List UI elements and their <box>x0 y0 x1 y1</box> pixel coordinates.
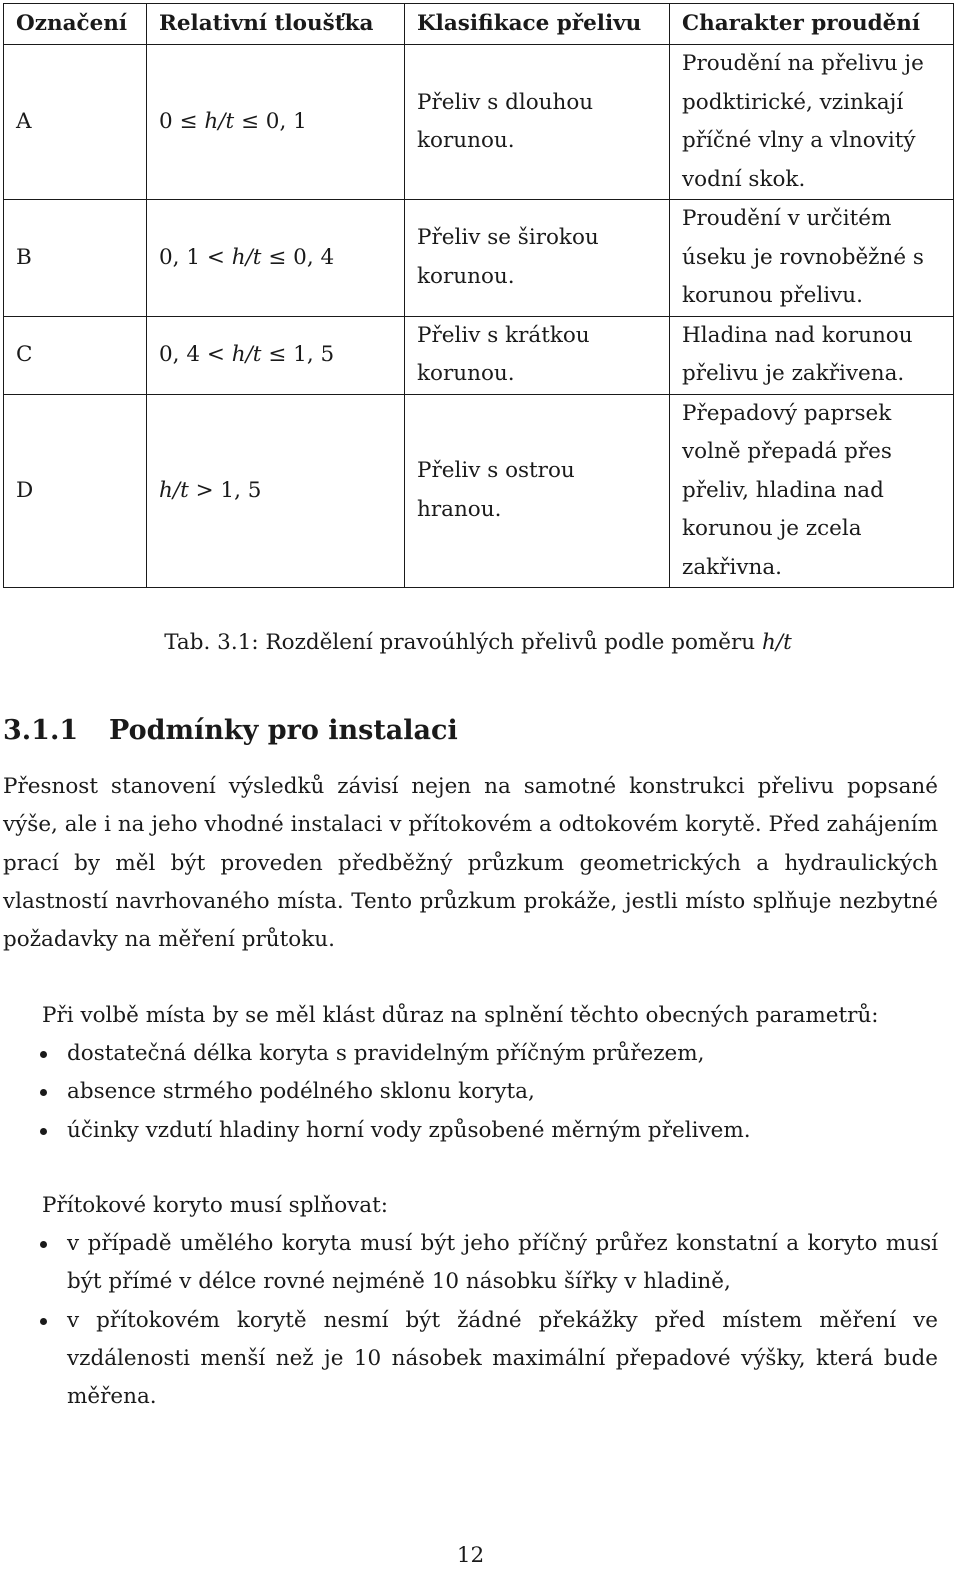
row-flow <box>670 394 954 588</box>
list-lead-paragraph: Při volbě místa by se měl klást důraz na splnění těchto obecných parametrů: <box>42 1003 879 1028</box>
caption-text: Tab. 3.1: Rozdělení pravoúhlých přelivů podle poměru <box>164 630 762 655</box>
header-flow-character: Charakter proudění <box>670 4 954 45</box>
table-row <box>4 200 954 317</box>
row-classification <box>405 200 670 317</box>
list-item: účinky vzdutí hladiny horní vody způsobené měrným přelivem. <box>3 1112 938 1150</box>
row-code: B <box>4 200 147 317</box>
header-relative-thickness: Relativní tloušťka <box>147 4 405 45</box>
row-ratio <box>147 200 405 317</box>
ratio-left: 0 ≤ <box>159 108 205 134</box>
row-ratio <box>147 45 405 200</box>
header-classification: Klasifikace přelivu <box>405 4 670 45</box>
table-header-row <box>4 4 954 45</box>
classification-text: Přeliv s dlouhou korunou. <box>417 89 594 153</box>
row-flow <box>670 45 954 200</box>
section-number: 3.1.1 <box>3 715 79 746</box>
classification-text: Přeliv s krátkou korunou. <box>417 322 590 386</box>
ratio-right: ≤ 1, 5 <box>261 341 335 367</box>
row-code: C <box>4 316 147 394</box>
inflow-channel-requirements-list <box>3 1225 938 1416</box>
ratio-right: ≤ 0, 4 <box>261 244 335 270</box>
section-heading <box>3 710 458 752</box>
ratio-variable: h/t <box>159 477 189 503</box>
table-row <box>4 45 954 200</box>
list-lead-paragraph: Přítokové koryto musí splňovat: <box>42 1193 388 1218</box>
ratio-variable: h/t <box>231 341 262 367</box>
flow-text: Hladina nad korunou přelivu je zakřivena. <box>682 322 913 386</box>
classification-text: Přeliv s ostrou hranou. <box>417 458 575 522</box>
list-item: v případě umělého koryta musí být jeho příčný průřez konstatní a koryto musí být přímé v délce rovné nejméně 10 násobku šířky v hladině, <box>3 1225 938 1302</box>
row-ratio <box>147 316 405 394</box>
header-designation: Označení <box>4 4 147 45</box>
list-item: dostatečná délka koryta s pravidelným příčným průřezem, <box>3 1035 938 1073</box>
flow-text: Proudění na přelivu je podktirické, vzinkají příčné vlny a vlnovitý vodní skok. <box>682 51 924 192</box>
caption-variable: h/t <box>761 630 792 655</box>
row-classification <box>405 394 670 588</box>
flow-text: Přepadový paprsek volně přepadá přes přeliv, hladina nad korunou je zcela zakřivna. <box>682 400 892 580</box>
ratio-left: 0, 4 < <box>159 341 232 367</box>
row-code: A <box>4 45 147 200</box>
ratio-left: 0, 1 < <box>159 244 232 270</box>
ratio-right: > 1, 5 <box>188 477 262 503</box>
document-page <box>3 0 953 1584</box>
row-ratio <box>147 394 405 588</box>
page-number: 12 <box>456 1543 485 1568</box>
row-classification <box>405 316 670 394</box>
weir-classification-table <box>3 3 954 588</box>
row-flow <box>670 316 954 394</box>
section-title: Podmínky pro instalaci <box>109 715 458 746</box>
list-item: v přítokovém korytě nesmí být žádné překážky před místem měření ve vzdálenosti menší než je 10 násobek maximální přepadové výšky, která bude měřena. <box>3 1302 938 1417</box>
ratio-right: ≤ 0, 1 <box>234 108 307 134</box>
flow-text: Proudění v určitém úseku je rovnoběžné s korunou přelivu. <box>682 206 924 308</box>
row-code: D <box>4 394 147 588</box>
row-flow <box>670 200 954 317</box>
table-row <box>4 394 954 588</box>
table-caption <box>3 623 953 663</box>
site-parameters-list <box>3 1035 938 1150</box>
classification-text: Přeliv se širokou korunou. <box>417 225 599 289</box>
ratio-variable: h/t <box>231 244 262 270</box>
list-item: absence strmého podélného sklonu koryta, <box>3 1073 938 1111</box>
row-classification <box>405 45 670 200</box>
body-paragraph: Přesnost stanovení výsledků závisí nejen na samotné konstrukci přelivu popsané výše, ale i na jeho vhodné instalaci v přítokovém a odtokovém korytě. Před zahájením prací by měl být proveden předběžný průzkum geometrických a hydraulických vlastností navrhovaného místa. Tento průzkum prokáže, jestli místo splňuje nezbytné požadavky na měření průtoku. <box>3 774 938 953</box>
ratio-variable: h/t <box>204 108 235 134</box>
table-row <box>4 316 954 394</box>
